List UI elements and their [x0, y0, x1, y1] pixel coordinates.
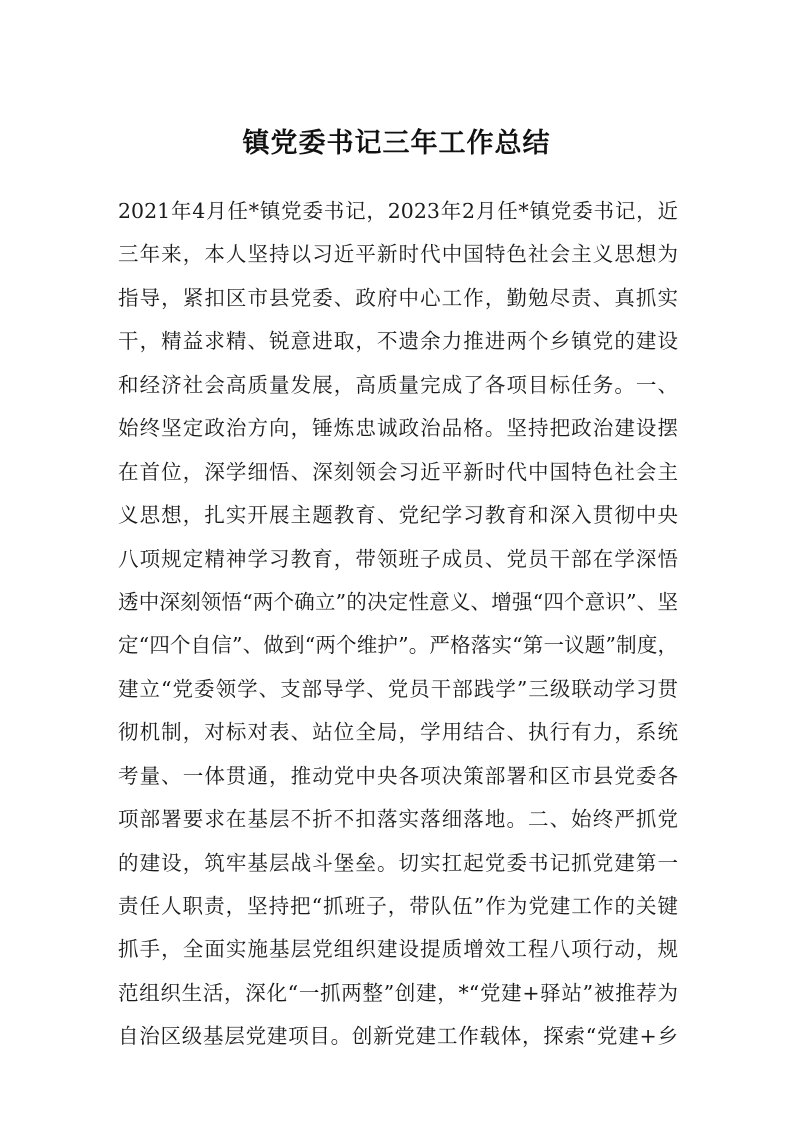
body-line: 项部署要求在基层不折不扣落实落细落地。二、始终严抓党 — [118, 807, 678, 832]
body-line: 透中深刻领悟“两个确立”的决定性意义、增强“四个意识”、坚 — [118, 589, 678, 614]
body-line: 彻机制，对标对表、站位全局，学用结合、执行有力，系统 — [118, 720, 678, 745]
body-line: 八项规定精神学习教育，带领班子成员、党员干部在学深悟 — [118, 546, 678, 571]
document-body — [118, 190, 678, 1059]
body-line: 定“四个自信”、做到“两个维护”。严格落实“第一议题”制度， — [118, 633, 678, 658]
document-title: 镇党委书记三年工作总结 — [242, 128, 551, 159]
body-line: 干，精益求精、锐意进取，不遗余力推进两个乡镇党的建设 — [118, 329, 678, 354]
body-line: 建立“党委领学、支部导学、党员干部践学”三级联动学习贯 — [118, 676, 678, 701]
body-line: 指导，紧扣区市县党委、政府中心工作，勤勉尽责、真抓实 — [118, 285, 678, 310]
body-line: 的建设，筑牢基层战斗堡垒。切实扛起党委书记抓党建第一 — [118, 850, 678, 875]
body-line: 在首位，深学细悟、深刻领会习近平新时代中国特色社会主 — [118, 459, 678, 484]
body-line: 责任人职责，坚持把“抓班子，带队伍”作为党建工作的关键 — [118, 894, 678, 918]
body-line: 自治区级基层党建项目。创新党建工作载体，探索“党建+乡 — [118, 1024, 678, 1049]
body-line: 义思想，扎实开展主题教育、党纪学习教育和深入贯彻中央 — [118, 503, 678, 528]
body-line: 考量、一体贯通，推动党中央各项决策部署和区市县党委各 — [118, 763, 678, 788]
body-line: 始终坚定政治方向，锤炼忠诚政治品格。坚持把政治建设摆 — [118, 416, 678, 441]
body-line: 三年来，本人坚持以习近平新时代中国特色社会主义思想为 — [118, 242, 678, 267]
body-line: 和经济社会高质量发展，高质量完成了各项目标任务。一、 — [118, 372, 678, 397]
body-line: 抓手，全面实施基层党组织建设提质增效工程八项行动，规 — [118, 937, 678, 962]
body-line: 2021年4月任*镇党委书记，2023年2月任*镇党委书记，近 — [118, 199, 678, 223]
body-line: 范组织生活，深化“一抓两整”创建，*“党建+驿站”被推荐为 — [118, 980, 678, 1005]
